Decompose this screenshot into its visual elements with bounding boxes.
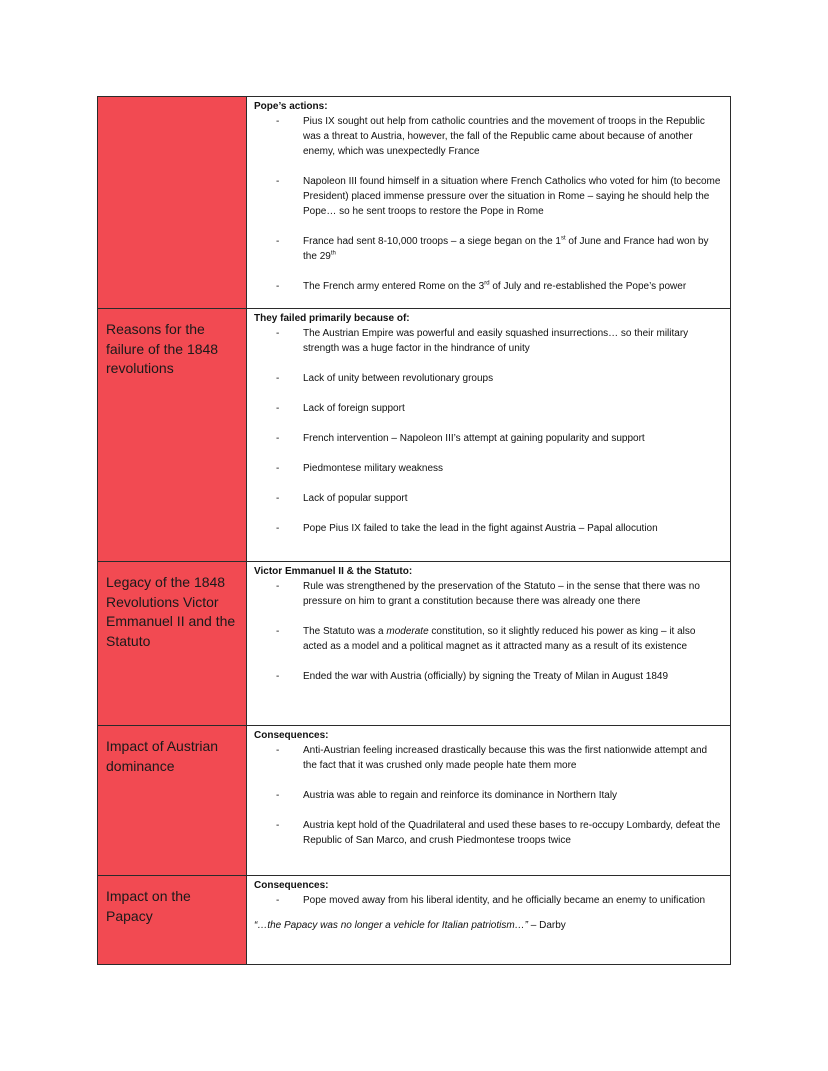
list-item bbox=[254, 114, 722, 159]
bullet-list bbox=[254, 893, 722, 908]
bullet-list bbox=[254, 743, 722, 848]
section-heading: Victor Emmanuel II & the Statuto: bbox=[254, 566, 413, 577]
topic-cell bbox=[98, 726, 247, 876]
table-row bbox=[98, 876, 731, 965]
content-cell bbox=[247, 97, 731, 309]
dash-bullet: - bbox=[276, 373, 280, 384]
bullet-text: The Statuto was a moderate constitution, so it slightly reduced his power as king – it also acted as a model and a political magnet as it attracted many as a result of its existence bbox=[303, 626, 696, 652]
bullet-text: France had sent 8-10,000 troops – a siege began on the 1st of June and France had won by the 29th bbox=[303, 235, 709, 262]
bullet-text: Lack of unity between revolutionary groups bbox=[303, 373, 494, 384]
topic-cell bbox=[98, 309, 247, 562]
bullet-text: Ended the war with Austria (officially) by signing the Treaty of Milan in August 1849 bbox=[303, 671, 669, 682]
dash-bullet: - bbox=[276, 626, 280, 637]
list-item bbox=[254, 743, 722, 773]
content-cell bbox=[247, 876, 731, 965]
list-item bbox=[254, 431, 722, 446]
bullet-text: Anti-Austrian feeling increased drastically because this was the first nationwide attempt and the fact that it was crushed only made people hate them more bbox=[303, 745, 708, 771]
dash-bullet: - bbox=[276, 403, 280, 414]
dash-bullet: - bbox=[276, 328, 280, 339]
dash-bullet: - bbox=[276, 671, 280, 682]
bullet-text: Pope Pius IX failed to take the lead in the fight against Austria – Papal allocution bbox=[303, 523, 658, 534]
list-item bbox=[254, 788, 722, 803]
topic-label: Impact of Austrian dominance bbox=[106, 738, 219, 774]
bullet-list bbox=[254, 579, 722, 684]
section-heading: They failed primarily because of: bbox=[254, 313, 410, 324]
list-item bbox=[254, 893, 722, 908]
list-item bbox=[254, 401, 722, 416]
section-heading: Pope’s actions: bbox=[254, 101, 328, 112]
list-item bbox=[254, 579, 722, 609]
content-cell bbox=[247, 309, 731, 562]
dash-bullet: - bbox=[276, 895, 280, 906]
section-heading: Consequences: bbox=[254, 880, 329, 891]
bullet-text: Piedmontese military weakness bbox=[303, 463, 444, 474]
table-row bbox=[98, 726, 731, 876]
topic-label: Impact on the Papacy bbox=[106, 888, 191, 924]
dash-bullet: - bbox=[276, 433, 280, 444]
list-item bbox=[254, 818, 722, 848]
dash-bullet: - bbox=[276, 176, 280, 187]
list-item bbox=[254, 491, 722, 506]
topic-cell bbox=[98, 562, 247, 726]
table-row bbox=[98, 562, 731, 726]
list-item bbox=[254, 461, 722, 476]
darby-quote bbox=[254, 918, 722, 933]
dash-bullet: - bbox=[276, 236, 280, 247]
dash-bullet: - bbox=[276, 581, 280, 592]
dash-bullet: - bbox=[276, 116, 280, 127]
list-item bbox=[254, 624, 722, 654]
revision-notes-table bbox=[97, 96, 731, 965]
bullet-text: French intervention – Napoleon III’s attempt at gaining popularity and support bbox=[303, 433, 645, 444]
table-row bbox=[98, 309, 731, 562]
list-item bbox=[254, 279, 722, 294]
dash-bullet: - bbox=[276, 790, 280, 801]
bullet-text: Pope moved away from his liberal identity, and he officially became an enemy to unification bbox=[303, 895, 706, 906]
bullet-text: The French army entered Rome on the 3rd of July and re-established the Pope’s power bbox=[303, 280, 687, 292]
bullet-text: Austria was able to regain and reinforce its dominance in Northern Italy bbox=[303, 790, 618, 801]
bullet-list bbox=[254, 114, 722, 294]
dash-bullet: - bbox=[276, 281, 280, 292]
dash-bullet: - bbox=[276, 463, 280, 474]
quote-text: “…the Papacy was no longer a vehicle for Italian patriotism…” bbox=[254, 920, 529, 931]
content-cell bbox=[247, 726, 731, 876]
table-row bbox=[98, 97, 731, 309]
content-cell bbox=[247, 562, 731, 726]
bullet-text: The Austrian Empire was powerful and easily squashed insurrections… so their military strength was a huge factor in the hindrance of unity bbox=[303, 328, 689, 354]
quote-author: – Darby bbox=[530, 920, 566, 931]
bullet-text: Pius IX sought out help from catholic countries and the movement of troops in the Republic was a threat to Austria, however, the fall of the Republic came about because of another enemy, which was unexpectedly France bbox=[303, 116, 705, 157]
topic-label: Reasons for the failure of the 1848 revolutions bbox=[106, 321, 219, 376]
dash-bullet: - bbox=[276, 493, 280, 504]
list-item bbox=[254, 521, 722, 536]
topic-label: Legacy of the 1848 Revolutions Victor Emmanuel II and the Statuto bbox=[106, 574, 236, 649]
dash-bullet: - bbox=[276, 745, 280, 756]
bullet-text: Austria kept hold of the Quadrilateral and used these bases to re-occupy Lombardy, defeat the Republic of San Marco, and crush Piedmontese troops twice bbox=[303, 820, 721, 846]
section-heading: Consequences: bbox=[254, 730, 329, 741]
list-item bbox=[254, 669, 722, 684]
list-item bbox=[254, 371, 722, 386]
bullet-text: Rule was strengthened by the preservation of the Statuto – in the sense that there was no pressure on him to grant a constitution because there was already one there bbox=[303, 581, 700, 607]
dash-bullet: - bbox=[276, 523, 280, 534]
bullet-text: Lack of foreign support bbox=[303, 403, 405, 414]
list-item bbox=[254, 174, 722, 219]
bullet-text: Lack of popular support bbox=[303, 493, 408, 504]
bullet-list bbox=[254, 326, 722, 536]
list-item bbox=[254, 234, 722, 264]
bullet-text: Napoleon III found himself in a situation where French Catholics who voted for him (to become President) placed immense pressure over the situation in Rome – saying he should help the Pope… so he sent troops to restore the Pope in Rome bbox=[303, 176, 721, 217]
dash-bullet: - bbox=[276, 820, 280, 831]
topic-cell bbox=[98, 97, 247, 309]
topic-cell bbox=[98, 876, 247, 965]
list-item bbox=[254, 326, 722, 356]
